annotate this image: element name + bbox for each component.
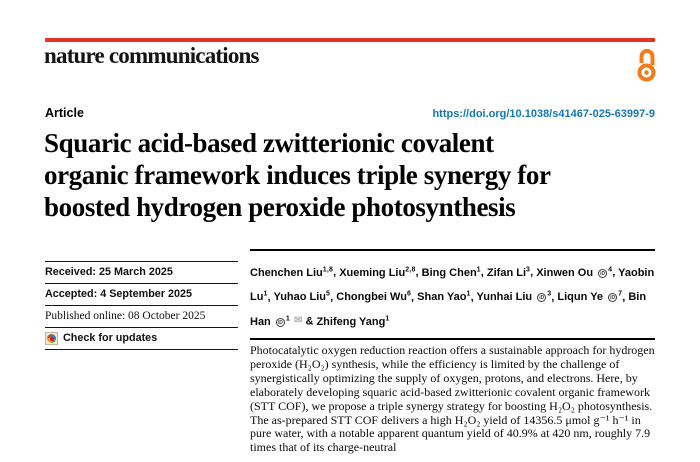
article-title-line: boosted hydrogen peroxide photosynthesis — [44, 192, 516, 222]
author-affiliation-sup: 1 — [466, 290, 471, 298]
author: Xueming Liu$^{2,8}$ — [339, 266, 416, 279]
author: Chongbei Wu$^6$ — [336, 290, 412, 304]
abstract-section — [250, 338, 655, 455]
doi-link[interactable]: https://doi.org/10.1038/s41467-025-63997-9 — [432, 108, 655, 120]
author: Bing Chen$^1$ — [421, 266, 481, 279]
check-for-updates-button[interactable] — [45, 327, 238, 349]
author: Shan Yao$^1$ — [417, 290, 471, 304]
author: Bin Han $iD^1$ ✉ — [250, 291, 647, 328]
email-icon[interactable]: ✉ — [294, 314, 303, 326]
orcid-icon[interactable]: iD — [600, 270, 606, 277]
author: Chenchen Liu$^{1,8}$ — [250, 266, 334, 279]
accepted-date: Accepted: 4 September 2025 — [45, 283, 238, 305]
author-affiliation-sup: 1 — [476, 266, 481, 273]
author-affiliation-sup: 1 — [285, 315, 290, 323]
article-type-label: Article — [45, 106, 84, 120]
crossmark-icon — [45, 332, 58, 345]
author-affiliation-sup: 7 — [618, 290, 623, 298]
author: Yaobin Lu$^1$ — [250, 266, 655, 304]
author-affiliation-sup: 1,8 — [322, 266, 334, 273]
orcid-icon[interactable]: iD — [277, 319, 283, 326]
article-meta-row — [45, 106, 655, 120]
abstract-text: Photocatalytic oxygen reduction reaction offers a sustainable approach for hydrogen peroxide (H₂O₂) synthesis, while the efficiency is limited by the challenge of synergistically optimizing the supply of oxygen, protons, and electrons. Here, by elaborately developing squaric acid-based zwitterionic covalent organic framework (STT COF), we propose a triple synergy strategy for boosting H₂O₂ photosynthesis. The as-prepared STT COF delivers a high H₂O₂ yield of 14356.5 μmol g⁻¹ h⁻¹ in pure water, with a notable apparent quantum yield of 40.9% at 420 nm, roughly 7.9 times that of its charge-neutral — [250, 343, 655, 455]
author-affiliation-sup: 3 — [547, 290, 552, 298]
brand-rule — [45, 38, 655, 42]
author-affiliation-sup: 2,8 — [405, 266, 416, 273]
check-for-updates-label: Check for updates — [63, 332, 158, 344]
author-affiliation-sup: 3 — [526, 266, 531, 273]
author-affiliation-sup: 4 — [608, 266, 613, 273]
article-history-sidebar — [45, 261, 238, 350]
orcid-icon[interactable]: iD — [539, 295, 545, 302]
received-date: Received: 25 March 2025 — [45, 261, 238, 283]
author: Xinwen Ou $iD^4$ — [536, 266, 613, 279]
article-title-line: organic framework induces triple synergy for — [44, 160, 551, 190]
author: Liqun Ye $iD^7$ — [557, 290, 623, 304]
article-title — [44, 127, 659, 223]
author: Yunhai Liu $iD^3$ — [476, 290, 552, 304]
author-affiliation-sup: 5 — [326, 290, 331, 298]
author-affiliation-sup: 1 — [385, 315, 390, 323]
author-affiliation-sup: 1 — [263, 290, 268, 298]
author-affiliation-sup: 6 — [406, 290, 412, 298]
article-title-line: Squaric acid-based zwitterionic covalent — [44, 128, 494, 158]
published-date: Published online: 08 October 2025 — [45, 305, 238, 327]
author: Zifan Li$^3$ — [486, 266, 531, 279]
open-access-icon — [635, 45, 658, 82]
author: Zhifeng Yang$^1$ — [316, 315, 390, 328]
journal-wordmark: nature communications — [44, 43, 259, 68]
author: Yuhao Liu$^5$ — [273, 290, 331, 304]
author-list: Chenchen Liu$^{1,8}$, Xueming Liu$^{2,8}$, Bing Chen$^1$, Zifan Li$^3$, Xinwen Ou $iD^4$, Yaobin Lu$^1$, Yuhao Liu$^5$, Chongbei Wu$^6$, Shan Yao$^1$, Yunhai Liu $iD^3$, Liqun Ye $iD^7$, Bin Han $iD^1$ ✉ & Zhifeng Yang$^1$ — [250, 249, 655, 333]
orcid-icon[interactable]: iD — [610, 295, 616, 302]
